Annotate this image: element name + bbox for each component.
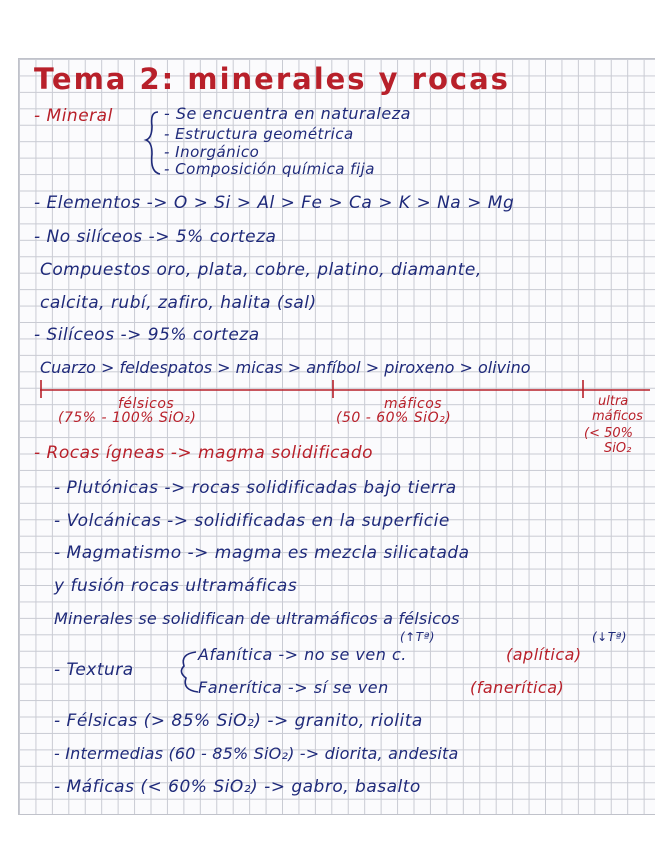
mineral-series: Cuarzo > feldespatos > micas > anfíbol > piroxeno > olivino [40,358,531,377]
no-siliceos-line: - No silíceos -> 5% corteza [34,227,277,247]
solidifican-line: Minerales se solidifican de ultramáficos a félsicos [54,609,460,628]
intermedias-line: - Intermedias (60 - 85% SiO₂) -> diorita, andesita [54,744,459,763]
mineral-prop: - Estructura geométrica [164,125,354,143]
felsicas-line: - Félsicas (> 85% SiO₂) -> granito, riolita [54,711,423,731]
temp-low-note: (↓Tª) [592,630,627,644]
afanitica-red: (aplítica) [506,645,582,664]
ultra-label-2: máficos [592,409,643,424]
page-title: Tema 2: minerales y rocas [34,62,510,96]
mineral-prop: - Composición química fija [164,160,375,178]
mineral-prop: - Se encuentra en naturaleza [164,104,411,123]
felsicos-label: félsicos [118,396,175,412]
siliceos-line: - Silíceos -> 95% corteza [34,325,260,345]
faneritica-line: Fanerítica -> sí se ven [198,678,389,697]
maficos-label: máficos [384,396,443,412]
mineral-prop: - Inorgánico [164,143,260,161]
ultra-label-4: SiO₂ [604,441,632,456]
ultra-label-3: (< 50% [584,426,633,441]
textura-label: - Textura [54,660,134,680]
textura-brace [181,652,198,692]
fusion-line: y fusión rocas ultramáficas [54,576,298,596]
afanitica-line: Afanítica -> no se ven c. [198,645,407,664]
maficos-range: (50 - 60% SiO₂) [336,410,452,426]
mineral-label: - Mineral [34,106,113,126]
compuestos-line-1: Compuestos oro, plata, cobre, platino, diamante, [40,260,482,280]
faneritica-red: (fanerítica) [470,678,565,697]
compuestos-line-2: calcita, rubí, zafiro, halita (sal) [40,293,317,313]
magmatismo-line: - Magmatismo -> magma es mezcla silicatada [54,543,470,563]
elementos-line: - Elementos -> O > Si > Al > Fe > Ca > K > Na > Mg [34,193,515,213]
temp-high-note: (↑Tª) [400,630,435,644]
felsicos-range: (75% - 100% SiO₂) [58,410,197,426]
rocas-igneas-heading: - Rocas ígneas -> magma solidificado [34,443,374,463]
maficas-line: - Máficas (< 60% SiO₂) -> gabro, basalto [54,777,421,797]
ultra-label-1: ultra [598,394,629,409]
mineral-brace [146,112,160,174]
volcanicas-line: - Volcánicas -> solidificadas en la superficie [54,511,450,531]
plutonicas-line: - Plutónicas -> rocas solidificadas bajo tierra [54,478,457,498]
